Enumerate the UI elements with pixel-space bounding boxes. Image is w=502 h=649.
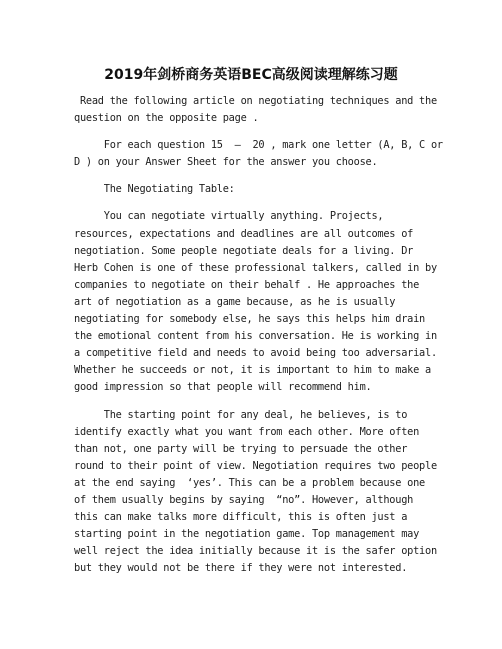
paragraph-gap: [74, 397, 429, 407]
text-line: round to their point of view. Negotiation requires two people: [74, 459, 437, 472]
text-line: identify exactly what you want from each other. More often: [74, 425, 420, 438]
text-line: You can negotiate virtually anything. Projects,: [74, 210, 384, 223]
text-line: The Negotiating Table:: [74, 183, 235, 196]
document-body: [74, 93, 443, 577]
text-line: negotiation. Some people negotiate deals for a living. Dr: [74, 244, 414, 257]
document-title: 2019年剑桥商务英语BEC高级阅读理解练习题: [104, 67, 398, 83]
text-line: Read the following article on negotiating techniques and the: [74, 95, 437, 107]
text-line: companies to negotiate on their behalf . He approaches the: [74, 278, 420, 291]
text-line: a competitive field and needs to avoid being too adversarial.: [74, 347, 437, 360]
paragraph-instructions: [74, 137, 443, 171]
paragraph-intro: [74, 93, 437, 127]
text-line: this can make talks more difficult, this is often just a: [74, 511, 408, 524]
text-line: Herb Cohen is one of these professional talkers, called in by: [74, 261, 437, 274]
text-line: the emotional content from his conversation. He is working in: [74, 330, 437, 343]
text-line: well reject the idea initially because it is the safer option: [74, 545, 437, 558]
text-line: than not, one party will be trying to persuade the other: [74, 442, 408, 455]
text-line: For each question 15 – 20 , mark one letter (A, B, C or: [74, 139, 443, 152]
paragraph-p1: [74, 208, 437, 396]
text-line: D ) on your Answer Sheet for the answer you choose.: [74, 156, 378, 169]
text-line: at the end saying ‘yes’. This can be a problem because one: [74, 476, 426, 489]
paragraph-p2: [74, 407, 437, 578]
text-line: negotiating for somebody else, he says this helps him drain: [74, 313, 426, 326]
text-line: starting point in the negotiation game. Top management may: [74, 528, 420, 541]
text-line: Whether he succeeds or not, it is important to him to make a: [74, 364, 431, 377]
paragraph-gap: [74, 127, 429, 137]
text-line: resources, expectations and deadlines are all outcomes of: [74, 227, 414, 240]
paragraph-heading: [74, 181, 429, 198]
text-line: question on the opposite page .: [74, 112, 259, 125]
text-line: The starting point for any deal, he believes, is to: [74, 408, 408, 421]
paragraph-gap: [74, 198, 429, 208]
text-line: art of negotiation as a game because, as he is usually: [74, 295, 396, 308]
text-line: but they would not be there if they were not interested.: [74, 562, 408, 575]
paragraph-gap: [74, 171, 429, 181]
text-line: of them usually begins by saying “no”. However, although: [74, 493, 414, 506]
text-line: good impression so that people will recommend him.: [74, 381, 372, 394]
